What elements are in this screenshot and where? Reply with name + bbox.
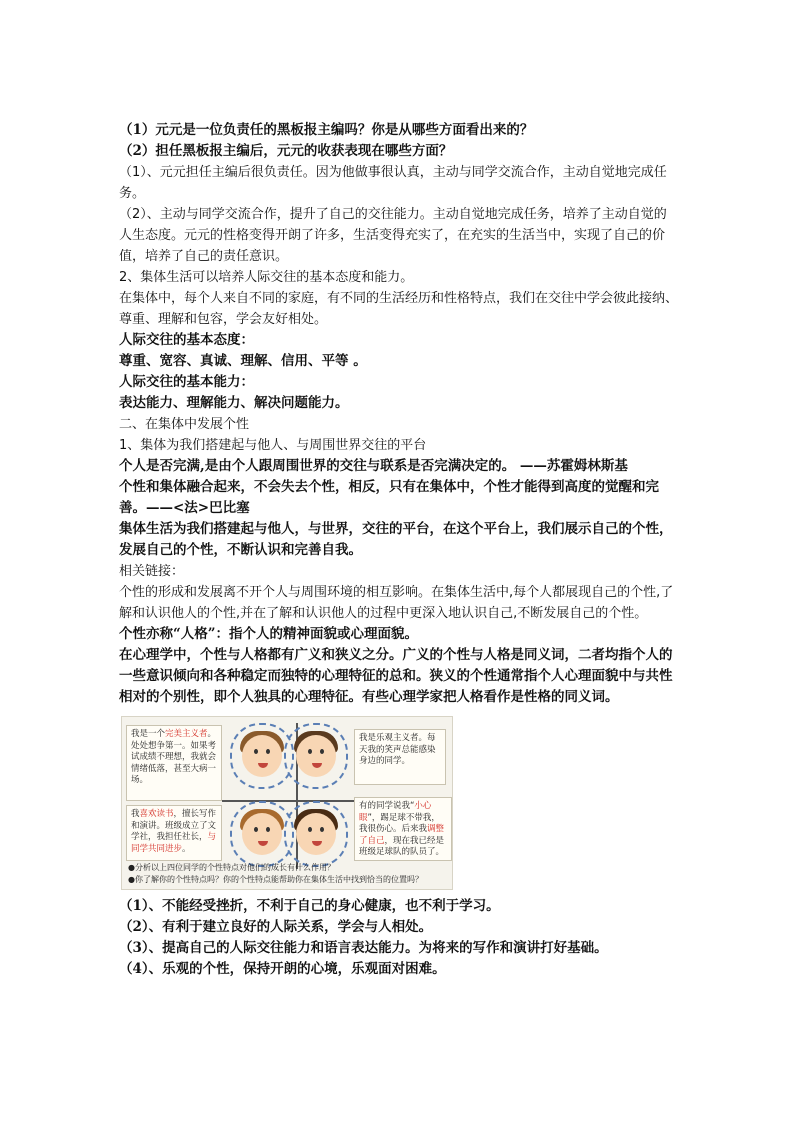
box-text: ，现在我已经是班级足球队的队员了。 bbox=[359, 835, 445, 857]
text-line: 个性的形成和发展离不开个人与周围环境的相互影响。在集体生活中,每个人都展现自己的个性,了解和认识他人的个性,并在了解和认识他人的过程中更深入地认识自己,不断发展自己的个性。 bbox=[119, 585, 674, 621]
text-block-top bbox=[119, 120, 679, 708]
box-text: ”，踢足球不带我，我很伤心。后来我 bbox=[359, 812, 440, 834]
text-line: 尊重、宽容、真诚、理解、信用、平等 。 bbox=[119, 353, 367, 369]
text-line: 人际交往的基本态度： bbox=[119, 332, 254, 348]
box-text: 。处处想争第一。如果考试成绩不理想，我就会情绪低落，甚至大病一场。 bbox=[131, 729, 217, 785]
text-block-bottom bbox=[119, 896, 679, 980]
box-text: ，擅长写作和演讲。班级成立了文学社，我担任社长， bbox=[131, 809, 217, 842]
box-text: 。 bbox=[182, 843, 191, 854]
box-text: 我是乐观主义者。每天我的笑声总能感染身边的同学。 bbox=[359, 733, 436, 766]
text-line: （2）、主动与同学交流合作，提升了自己的交往能力。主动自觉地完成任务，培养了主动自觉的人生态度。元元的性格变得开朗了许多，生活变得充实了，在充实的生活当中，实现了自己的价值，培养了自己的责任意识。 bbox=[119, 207, 667, 264]
speech-box-footballer bbox=[354, 797, 452, 861]
boy-avatar-icon bbox=[284, 723, 348, 789]
figure-question-1: ●分析以上四位同学的个性特点对他们的成长有什么作用？ bbox=[128, 863, 335, 872]
box-highlight: 喜欢读书 bbox=[139, 809, 174, 819]
text-line: 2、集体生活可以培养人际交往的基本态度和能力。 bbox=[119, 270, 414, 285]
box-highlight: 小心眼 bbox=[359, 801, 432, 823]
text-line: （3）、提高自己的人际交往能力和语言表达能力。为将来的写作和演讲打好基础。 bbox=[119, 940, 608, 956]
text-line: 在心理学中，个性与人格都有广义和狭义之分。广义的个性与人格是同义词，二者均指个人的一些意识倾向和各种稳定而独特的心理特征的总和。狭义的个性通常指个人心理面貌中与共性相对的个别性，即个人独具的心理特征。有些心理学家把人格看作是性格的同义词。 bbox=[119, 647, 673, 705]
speech-box-optimist bbox=[354, 729, 446, 785]
text-line: 表达能力、理解能力、解决问题能力。 bbox=[119, 395, 349, 411]
document-page bbox=[119, 120, 679, 980]
box-text: 有的同学说我“ bbox=[359, 801, 415, 811]
personality-figure bbox=[121, 716, 453, 890]
text-line: （2）担任黑板报主编后，元元的收获表现在哪些方面？ bbox=[119, 143, 453, 159]
text-line: 个性亦称“人格”：指个人的精神面貌或心理面貌。 bbox=[119, 626, 419, 642]
footballer-boy-avatar-icon bbox=[284, 801, 348, 867]
text-line: 个人是否完满,是由个人跟周围世界的交往与联系是否完满决定的。 ——苏霍姆林斯基 bbox=[119, 458, 628, 474]
text-line: 二、在集体中发展个性 bbox=[119, 417, 250, 432]
box-highlight: 调整了自己 bbox=[359, 824, 445, 846]
text-line: 1、集体为我们搭建起与他人、与周围世界交往的平台 bbox=[119, 438, 427, 453]
box-text: 我 bbox=[131, 809, 140, 819]
speech-box-perfectionist bbox=[126, 725, 222, 801]
text-line: （1）元元是一位负责任的黑板报主编吗？你是从哪些方面看出来的？ bbox=[119, 122, 534, 138]
text-line: 个性和集体融合起来，不会失去个性，相反，只有在集体中，个性才能得到高度的觉醒和完善。——<法>巴比塞 bbox=[119, 479, 659, 516]
figure-question-2: ●你了解你的个性特点吗？你的个性特点能帮助你在集体生活中找到恰当的位置吗？ bbox=[128, 875, 423, 884]
box-highlight: 完美主义者 bbox=[165, 729, 208, 739]
text-line: （4）、乐观的个性，保持开朗的心境，乐观面对困难。 bbox=[119, 961, 446, 977]
box-highlight: 与同学共同进步 bbox=[131, 832, 217, 854]
text-line: 集体生活为我们搭建起与他人，与世界，交往的平台，在这个平台上，我们展示自己的个性，发展自己的个性，不断认识和完善自我。 bbox=[119, 521, 673, 558]
text-line: 人际交往的基本能力： bbox=[119, 374, 254, 390]
box-text: 我是一个 bbox=[131, 729, 166, 739]
speech-box-reader bbox=[126, 805, 222, 861]
text-line: 在集体中，每个人来自不同的家庭，有不同的生活经历和性格特点，我们在交往中学会彼此接纳、尊重、理解和包容，学会友好相处。 bbox=[119, 291, 679, 327]
text-line: 相关链接： bbox=[119, 564, 185, 579]
text-line: （2）、有利于建立良好的人际关系，学会与人相处。 bbox=[119, 919, 433, 935]
text-line: （1）、元元担任主编后很负责任。因为他做事很认真，主动与同学交流合作，主动自觉地完成任务。 bbox=[119, 165, 667, 201]
text-line: （1）、不能经受挫折，不利于自己的身心健康，也不利于学习。 bbox=[119, 898, 500, 914]
